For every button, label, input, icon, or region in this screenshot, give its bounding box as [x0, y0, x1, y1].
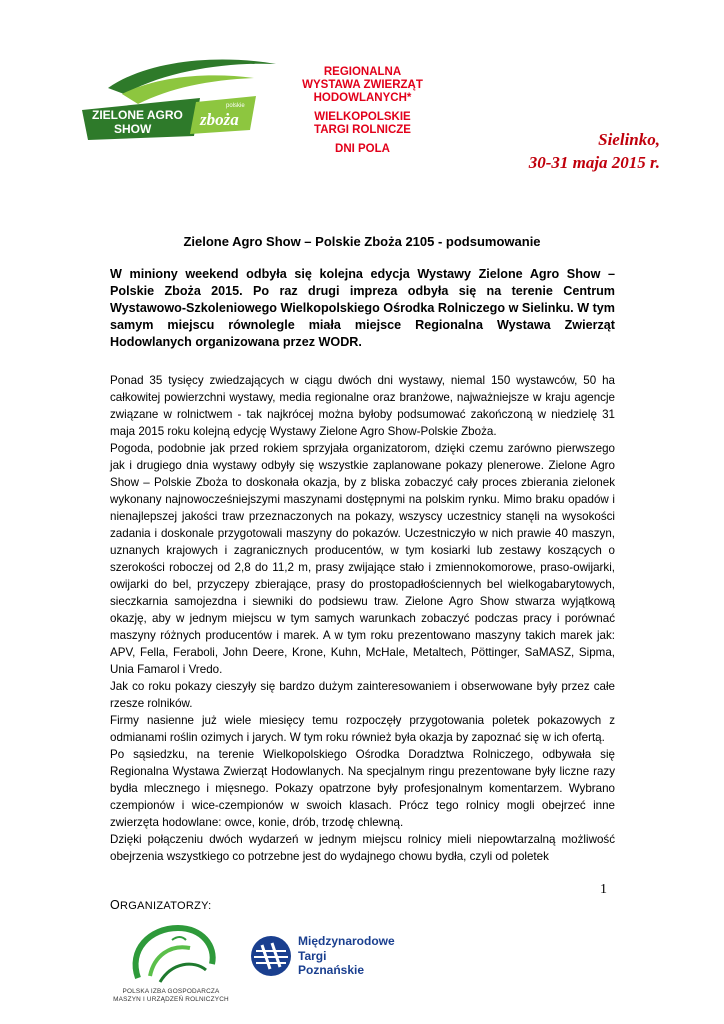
article-lead: W miniony weekend odbyła się kolejna edycja Wystawy Zielone Agro Show – Polskie Zboża 2015. Po raz drugi impreza odbyła się na terenie Centrum Wystawowo-Szkoleniowego Wielkopolskiego Ośrodka Rolniczego w Sielinku. W tym samym miejscu równolegle miała miejsce Regionalna Wystawa Zwierząt Hodowlanych organizowana przez WODR. — [110, 267, 615, 349]
logo-brand-line2: SHOW — [114, 122, 152, 136]
body-paragraph: Firmy nasienne już wiele miesięcy temu rozpoczęły przygotowania poletek pokazowych z odmianami roślin ozimych i jarych. W tym roku również była okazja by zapoznać się w ich ofertą. — [110, 714, 615, 744]
logo-swoosh-graphic — [78, 54, 278, 150]
location-name: Sielinko, — [598, 130, 660, 149]
event-line: HODOWLANYCH* — [313, 92, 412, 104]
organizers-label-rest: RGANIZATORZY: — [120, 900, 212, 912]
mtp-line1: Międzynarodowe — [298, 934, 395, 948]
organizers-label — [110, 898, 212, 912]
logo-sub-script: zboża — [200, 110, 239, 129]
mtp-line2: Targi — [298, 948, 327, 963]
events-list — [290, 66, 435, 156]
body-paragraph: Pogoda, podobnie jak przed rokiem sprzyjała organizatorom, dzięki czemu zarówno pierwszego jak i drugiego dnia wystawy odbyły się wszystkie zaplanowane pokazy plenerowe. Zielone Agro Show – Polskie Zboża to doskonała okazja, by z bliska zobaczyć cały proces zbierania zielonek wykonany najnowocześniejszymi maszynami dostępnymi na polskim rynku. Mimo braku opadów i nienajlepszej jakości traw przeznaczonych na pokazy, wszyscy uczestnicy stanęli na wysokości zadania i doskonale przygotowali maszyny do pokazów. Uczestniczyło w nich prawie 40 maszyn, uznanych krajowych i zagranicznych producentów, w tym kosiarki lub zestawy koszących o szerokości roboczej od 2,8 do 11,2 m, prasy zwijające stało i zmiennokomorowe, praso-owijarki, owijarki do bel, przyczepy zbierające, prasy do prostopadłościennych bel wielkogabarytowych, sieczkarnia samojezdna i siewniki do podsiewu traw. Zielone Agro Show stwarza wyjątkową okazję, aby w jednym miejscu w tym samych warunkach zobaczyć podczas pracy i porównać maszyny różnych producentów i marek. A w tym roku prezentowano maszyny takich marek jak: APV, Fella, Feraboli, John Deere, Krone, Kuhn, McHale, Metaltech, Pöttinger, SaMASZ, Sipma, Unia Famarol i Vredo. — [110, 442, 615, 676]
event-regional-livestock — [290, 66, 435, 105]
event-line: WIELKOPOLSKIE — [314, 111, 411, 123]
mtp-emblem-icon — [250, 935, 292, 977]
mtp-name — [298, 934, 408, 978]
event-line: DNI POLA — [335, 143, 390, 155]
zielone-agro-show-logo — [78, 54, 278, 150]
event-line: TARGI ROLNICZE — [314, 124, 411, 136]
event-field-days — [290, 143, 435, 156]
pigmiur-globe-icon — [110, 920, 230, 990]
body-paragraph: Jak co roku pokazy cieszyły się bardzo dużym zainteresowaniem i obserwowane były przez całe rzesze rolników. — [110, 680, 615, 710]
event-dates: 30-31 maja 2015 r. — [528, 153, 660, 172]
location-date — [470, 128, 660, 174]
article-body — [110, 372, 615, 865]
mtp-line3: Poznańskie — [298, 963, 365, 977]
pigmiur-line2: MASZYN I URZĄDZEŃ ROLNICZYCH — [113, 996, 229, 1003]
page-number: 1 — [600, 882, 607, 897]
event-line: REGIONALNA — [323, 66, 402, 78]
body-paragraph: Po sąsiedzku, na terenie Wielkopolskiego Ośrodka Doradztwa Rolniczego, odbywała się Regionalna Wystawa Zwierząt Hodowlanych. Na specjalnym ringu prezentowane były liczne razy bydła mlecznego i mięsnego. Pokazy opatrzone były profesjonalnym komentarzem. Wybrano czempionów i wice-czempionów w swoich klasach. Prócz tego rolnicy mogli obejrzeć inne zwierzęta hodowlane: owce, konie, drób, trzodę chlewną. — [110, 748, 615, 829]
article-title: Zielone Agro Show – Polskie Zboża 2105 - podsumowanie — [183, 234, 541, 249]
body-paragraph: Dzięki połączeniu dwóch wydarzeń w jednym miejscu rolnicy mieli niepowtarzalną możliwość obejrzenia wszystkiego co potrzebne jest do wydajnego chowu bydła, czyli od poletek — [110, 833, 615, 863]
logo-sub-small: polskie — [226, 103, 245, 109]
event-line: WYSTAWA ZWIERZĄT — [302, 79, 423, 91]
pigmiur-name — [112, 988, 230, 1004]
logo-brand-line1: ZIELONE AGRO — [92, 108, 183, 122]
body-paragraph: Ponad 35 tysięcy zwiedzających w ciągu dwóch dni wystawy, niemal 150 wystawców, 50 ha całkowitej powierzchni wystawy, media regionalne oraz branżowe, najważniejsze w kraju agencje związane w rolnictwem - tak najkrócej można byłoby podsumować zakończoną w niedzielę 31 maja 2015 roku kolejną edycję Wystawy Zielone Agro Show-Polskie Zboża. — [110, 374, 615, 438]
organizers-label-first: O — [110, 898, 121, 912]
event-agri-fair — [290, 111, 435, 137]
pigmiur-line1: POLSKA IZBA GOSPODARCZA — [122, 988, 220, 995]
